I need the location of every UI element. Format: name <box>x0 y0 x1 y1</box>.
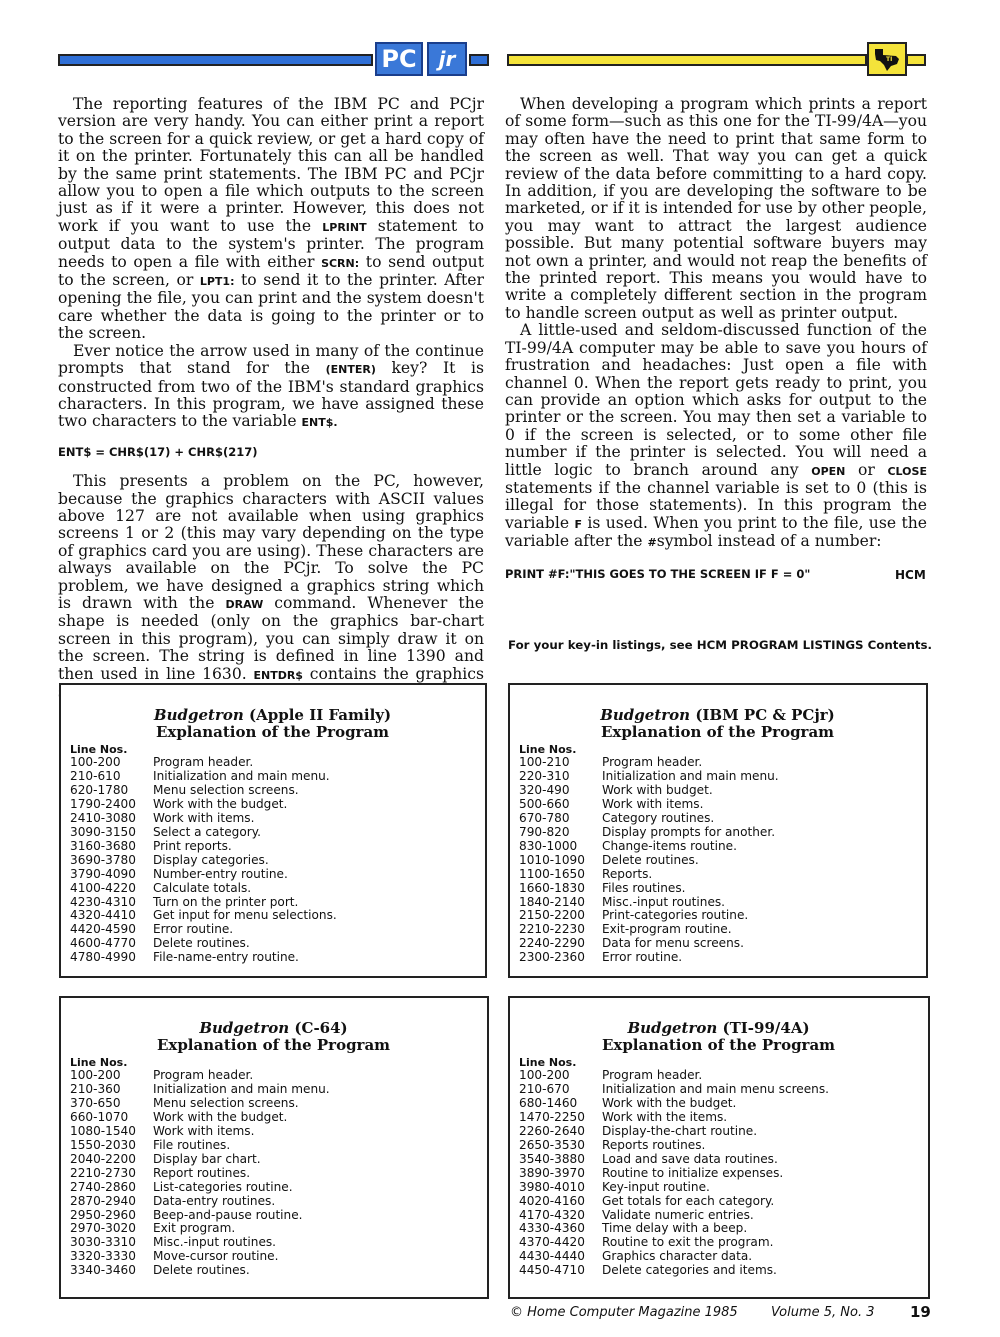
listing-row <box>70 1250 477 1264</box>
listing-row <box>70 1097 477 1111</box>
line-range: 620-1780 <box>70 782 129 797</box>
ti-header-bar <box>507 54 867 66</box>
box-title: Budgetron (C-64) <box>199 1019 348 1037</box>
listing-row <box>519 784 916 798</box>
line-range: 3030-3310 <box>70 1235 136 1250</box>
line-description: Work with the budget. <box>153 1109 288 1124</box>
line-description: Data-entry routines. <box>153 1193 276 1208</box>
ibm-header-bar <box>58 54 373 66</box>
line-description: Misc.-input routines. <box>153 1235 277 1250</box>
listing-row <box>70 1264 477 1278</box>
listing-row <box>70 798 475 812</box>
line-description: Calculate totals. <box>153 880 252 895</box>
line-range: 4330-4360 <box>519 1221 585 1236</box>
line-description: Number-entry routine. <box>153 866 288 881</box>
listing-row <box>519 1083 918 1097</box>
line-range: 100-200 <box>70 1068 121 1082</box>
listing-row <box>70 909 475 923</box>
line-description: Display-the-chart routine. <box>602 1123 758 1138</box>
listing-row <box>519 1125 918 1139</box>
listing-row <box>70 1195 477 1209</box>
svg-text:TI: TI <box>886 56 893 63</box>
line-range: 210-670 <box>519 1081 570 1096</box>
line-description: Select a category. <box>153 824 261 839</box>
listing-row <box>70 1222 477 1236</box>
line-range: 2870-2940 <box>70 1193 136 1208</box>
line-range: 4170-4320 <box>519 1207 585 1222</box>
line-description: Print-categories routine. <box>602 908 749 923</box>
listing-row <box>70 1139 477 1153</box>
line-description: Routine to exit the program. <box>602 1235 774 1250</box>
line-description: Routine to initialize expenses. <box>602 1165 784 1180</box>
line-description: Initialization and main menu. <box>602 768 779 783</box>
line-range: 4450-4710 <box>519 1263 585 1278</box>
ibm-paragraph-1: The reporting features of the IBM PC and PCjr version are very handy. You can either print a report to the screen for a quick review, or get a hard copy of it on the printer. Fortunately this can all be handled by the same print statements. The IBM PC and PCjr allow you to open a file which outputs to the screen just as if it were a printer. However, this does not work if you want to use the LPRINT statement to output data to the system's printer. The program needs to open a file with either SCRN: to send output to the screen, or LPT1: to send it to the printer. After opening the file, you can print and the system doesn't care whether the data is going to the printer or to the screen. <box>58 95 484 343</box>
line-range: 3540-3880 <box>519 1151 585 1166</box>
listing-row <box>70 1181 477 1195</box>
line-description: Time delay with a beep. <box>602 1221 748 1236</box>
copyright-line: © Home Computer Magazine 1985 <box>510 1305 738 1320</box>
line-range: 2950-2960 <box>70 1207 136 1222</box>
listing-row <box>519 937 916 951</box>
listing-row <box>70 1236 477 1250</box>
line-numbers-header: Line Nos. <box>519 1056 577 1069</box>
line-range: 370-650 <box>70 1095 121 1110</box>
line-range: 4230-4310 <box>70 894 136 909</box>
listing-row <box>70 840 475 854</box>
listing-row <box>519 840 916 854</box>
ti-listing-box <box>508 996 930 1299</box>
line-range: 4100-4220 <box>70 880 136 895</box>
listing-row <box>70 937 475 951</box>
line-description: Exit program. <box>153 1221 236 1236</box>
ibm-header-bar-end <box>469 54 489 66</box>
line-range: 4600-4770 <box>70 936 136 951</box>
line-description: Work with the budget. <box>602 1095 737 1110</box>
listing-row <box>519 1069 918 1083</box>
line-range: 670-780 <box>519 810 570 825</box>
ibm-code-line: ENT$ = CHR$(17) + CHR$(217) <box>58 444 258 459</box>
listing-row <box>70 854 475 868</box>
line-range: 3890-3970 <box>519 1165 585 1180</box>
line-range: 2210-2230 <box>519 922 585 937</box>
listing-row <box>70 1125 477 1139</box>
ibm-paragraph-2: Ever notice the arrow used in many of the continue prompts that stand for the (ENTER) key? It is constructed from two of the IBM's standard graphics characters. In this program, we have assigned these two characters to the variable ENT$. <box>58 341 484 431</box>
line-description: Exit-program routine. <box>602 922 732 937</box>
ti-article-column <box>505 96 927 595</box>
line-range: 220-310 <box>519 768 570 783</box>
line-range: 3980-4010 <box>519 1179 585 1194</box>
line-description: Work with items. <box>153 810 255 825</box>
line-range: 2740-2860 <box>70 1179 136 1194</box>
hcm-signature: HCM <box>895 568 926 582</box>
line-description: Get totals for each category. <box>602 1193 775 1208</box>
line-range: 3320-3330 <box>70 1249 136 1264</box>
listing-row <box>70 756 475 770</box>
line-range: 2240-2290 <box>519 936 585 951</box>
line-description: List-categories routine. <box>153 1179 293 1194</box>
listing-row <box>70 784 475 798</box>
ti-paragraph-1: When developing a program which prints a report of some form—such as this one for the TI-99/4A—you may often have the need to print that same form to the screen as well. That way you can get a quick review of the data before committing to a hard copy. In addition, if you are developing the software to be marketed, or if it is intended for use by other people, you may want to attract the largest audience possible. But many potential software buyers may not own a printer, and would not reap the benefits of the printed report. This means you would have to write a completely different section in the program to handle screen output as well as printer output. <box>505 95 927 322</box>
listing-rows <box>519 756 916 965</box>
line-range: 3790-4090 <box>70 866 136 881</box>
texas-state-icon <box>867 42 907 76</box>
box-subtitle: Explanation of the Program <box>156 1036 391 1054</box>
key-in-listings-note: For your key-in listings, see HCM PROGRAM LISTINGS Contents. <box>508 638 932 652</box>
listing-row <box>519 1111 918 1125</box>
line-range: 2150-2200 <box>519 908 585 923</box>
listing-row <box>70 826 475 840</box>
listing-row <box>519 1195 918 1209</box>
line-range: 3340-3460 <box>70 1263 136 1278</box>
line-range: 2260-2640 <box>519 1123 585 1138</box>
line-description: Delete routines. <box>153 936 250 951</box>
line-description: Work with the budget. <box>153 796 288 811</box>
line-description: File routines. <box>153 1137 231 1152</box>
listing-row <box>70 1209 477 1223</box>
box-subtitle: Explanation of the Program <box>600 723 835 741</box>
jr-logo-badge: jr <box>427 42 467 76</box>
line-description: Display bar chart. <box>153 1151 261 1166</box>
line-range: 2210-2730 <box>70 1165 136 1180</box>
line-description: Menu selection screens. <box>153 1095 299 1110</box>
line-range: 680-1460 <box>519 1095 578 1110</box>
listing-row <box>519 1167 918 1181</box>
listing-row <box>519 1181 918 1195</box>
listing-row <box>519 882 916 896</box>
listing-row <box>519 798 916 812</box>
box-subtitle: Explanation of the Program <box>155 723 390 741</box>
ti-code-line: PRINT #F:"THIS GOES TO THE SCREEN IF F = 0" <box>505 566 811 581</box>
line-range: 790-820 <box>519 824 570 839</box>
line-range: 210-360 <box>70 1081 121 1096</box>
listing-row <box>519 826 916 840</box>
listing-row <box>519 1097 918 1111</box>
line-description: Menu selection screens. <box>153 782 299 797</box>
listing-rows <box>70 756 475 965</box>
line-description: Data for menu screens. <box>602 936 744 951</box>
line-description: Move-cursor routine. <box>153 1249 279 1264</box>
line-description: Print reports. <box>153 838 232 853</box>
line-range: 100-210 <box>519 755 570 769</box>
listing-row <box>519 812 916 826</box>
ti-header-bar-end <box>906 54 926 66</box>
line-description: Work with items. <box>153 1123 255 1138</box>
line-numbers-header: Line Nos. <box>519 743 577 756</box>
listing-rows <box>519 1069 918 1278</box>
line-description: Delete categories and items. <box>602 1263 777 1278</box>
line-description: Reports. <box>602 866 653 881</box>
listing-row <box>519 896 916 910</box>
listing-row <box>519 1209 918 1223</box>
ibm-listing-box <box>508 683 928 978</box>
line-range: 4020-4160 <box>519 1193 585 1208</box>
line-description: Beep-and-pause routine. <box>153 1207 303 1222</box>
line-range: 3160-3680 <box>70 838 136 853</box>
line-description: Files routines. <box>602 880 686 895</box>
line-range: 1660-1830 <box>519 880 585 895</box>
listing-row <box>519 770 916 784</box>
page-number: 19 <box>910 1303 931 1321</box>
line-numbers-header: Line Nos. <box>70 1056 128 1069</box>
line-description: Validate numeric entries. <box>602 1207 754 1222</box>
line-range: 3090-3150 <box>70 824 136 839</box>
line-description: Delete routines. <box>153 1263 250 1278</box>
box-title: Budgetron (TI-99/4A) <box>627 1019 810 1037</box>
line-range: 210-610 <box>70 768 121 783</box>
line-range: 100-200 <box>519 1068 570 1082</box>
line-range: 830-1000 <box>519 838 578 853</box>
pc-logo-badge: PC <box>375 42 423 76</box>
ibm-article-column <box>58 96 484 701</box>
line-range: 660-1070 <box>70 1109 129 1124</box>
line-range: 4320-4410 <box>70 908 136 923</box>
listing-row <box>70 1083 477 1097</box>
listing-row <box>519 854 916 868</box>
line-range: 3690-3780 <box>70 852 136 867</box>
line-description: Initialization and main menu. <box>153 768 330 783</box>
line-description: Category routines. <box>602 810 715 825</box>
listing-row <box>70 882 475 896</box>
line-range: 1790-2400 <box>70 796 136 811</box>
line-range: 1100-1650 <box>519 866 585 881</box>
listing-row <box>519 1139 918 1153</box>
line-range: 4430-4440 <box>519 1249 585 1264</box>
line-description: Display categories. <box>153 852 269 867</box>
ti-paragraph-2: A little-used and seldom-discussed function of the TI-99/4A computer may be able to save you hours of frustration and headaches: Just open a file with channel 0. When the report gets ready to print, you can provide an option which asks for output to the printer or the screen. You may then set a variable to 0 if the screen is selected, or to some other file number if the printer is selected. You will need a little logic to branch around any OPEN or CLOSE statements if the channel variable is set to 0 (this is illegal for those statements). In this program the variable F is used. When you print to the file, use the variable after the #symbol instead of a number: <box>505 321 927 551</box>
line-description: File-name-entry routine. <box>153 950 299 965</box>
line-description: Work with budget. <box>602 782 713 797</box>
listing-row <box>519 1153 918 1167</box>
line-description: Initialization and main menu. <box>153 1081 330 1096</box>
line-description: Change-items routine. <box>602 838 737 853</box>
line-description: Work with the items. <box>602 1109 728 1124</box>
listing-row <box>70 1167 477 1181</box>
listing-row <box>519 951 916 965</box>
listing-row <box>70 770 475 784</box>
line-range: 1470-2250 <box>519 1109 585 1124</box>
box-subtitle: Explanation of the Program <box>601 1036 836 1054</box>
line-description: Get input for menu selections. <box>153 908 337 923</box>
line-description: Program header. <box>602 755 703 769</box>
line-description: Error routine. <box>602 950 683 965</box>
line-description: Turn on the printer port. <box>153 894 299 909</box>
line-range: 1010-1090 <box>519 852 585 867</box>
line-description: Work with items. <box>602 796 704 811</box>
box-title: Budgetron (Apple II Family) <box>153 706 392 724</box>
line-range: 1840-2140 <box>519 894 585 909</box>
listing-row <box>519 1250 918 1264</box>
line-description: Reports routines. <box>602 1137 706 1152</box>
line-range: 320-490 <box>519 782 570 797</box>
line-description: Display prompts for another. <box>602 824 776 839</box>
listing-row <box>519 1222 918 1236</box>
apple-listing-box <box>59 683 487 978</box>
listing-row <box>70 896 475 910</box>
listing-row <box>70 923 475 937</box>
line-description: Program header. <box>602 1068 703 1082</box>
line-range: 2300-2360 <box>519 950 585 965</box>
line-range: 2410-3080 <box>70 810 136 825</box>
line-description: Error routine. <box>153 922 234 937</box>
listing-row <box>519 868 916 882</box>
listing-row <box>70 1069 477 1083</box>
line-range: 4780-4990 <box>70 950 136 965</box>
ibm-paragraph-3: This presents a problem on the PC, however, because the graphics characters with ASCII values above 127 are not available when using graphics screens 1 or 2 (this may vary depending on the type of graphics card you are using). These characters are always available on the PCjr. To solve the PC problem, we have designed a graphics string which is drawn with the DRAW command. Whenever the shape is needed (only on the graphics bar-chart screen in this program), you can simply draw it on the screen. The string is defined in line 1390 and then used in line 1630. ENTDR$ contains the graphics <box>58 472 484 683</box>
listing-row <box>70 951 475 965</box>
line-range: 4420-4590 <box>70 922 136 937</box>
line-range: 1080-1540 <box>70 1123 136 1138</box>
line-range: 2040-2200 <box>70 1151 136 1166</box>
listing-row <box>519 909 916 923</box>
line-range: 4370-4420 <box>519 1235 585 1250</box>
line-description: Program header. <box>153 755 254 769</box>
listing-row <box>519 756 916 770</box>
line-range: 100-200 <box>70 755 121 769</box>
listing-row <box>70 1111 477 1125</box>
volume-line: Volume 5, No. 3 <box>771 1305 875 1320</box>
listing-row <box>519 1236 918 1250</box>
line-description: Load and save data routines. <box>602 1151 778 1166</box>
listing-rows <box>70 1069 477 1278</box>
line-numbers-header: Line Nos. <box>70 743 128 756</box>
listing-row <box>70 1153 477 1167</box>
c64-listing-box <box>59 996 489 1299</box>
box-title: Budgetron (IBM PC & PCjr) <box>600 706 835 724</box>
listing-row <box>519 1264 918 1278</box>
line-description: Misc.-input routines. <box>602 894 726 909</box>
line-description: Program header. <box>153 1068 254 1082</box>
line-range: 500-660 <box>519 796 570 811</box>
line-description: Delete routines. <box>602 852 699 867</box>
listing-row <box>70 868 475 882</box>
listing-row <box>70 812 475 826</box>
line-range: 1550-2030 <box>70 1137 136 1152</box>
listing-row <box>519 923 916 937</box>
line-range: 2970-3020 <box>70 1221 136 1236</box>
line-range: 2650-3530 <box>519 1137 585 1152</box>
line-description: Initialization and main menu screens. <box>602 1081 829 1096</box>
line-description: Graphics character data. <box>602 1249 753 1264</box>
line-description: Report routines. <box>153 1165 251 1180</box>
line-description: Key-input routine. <box>602 1179 710 1194</box>
